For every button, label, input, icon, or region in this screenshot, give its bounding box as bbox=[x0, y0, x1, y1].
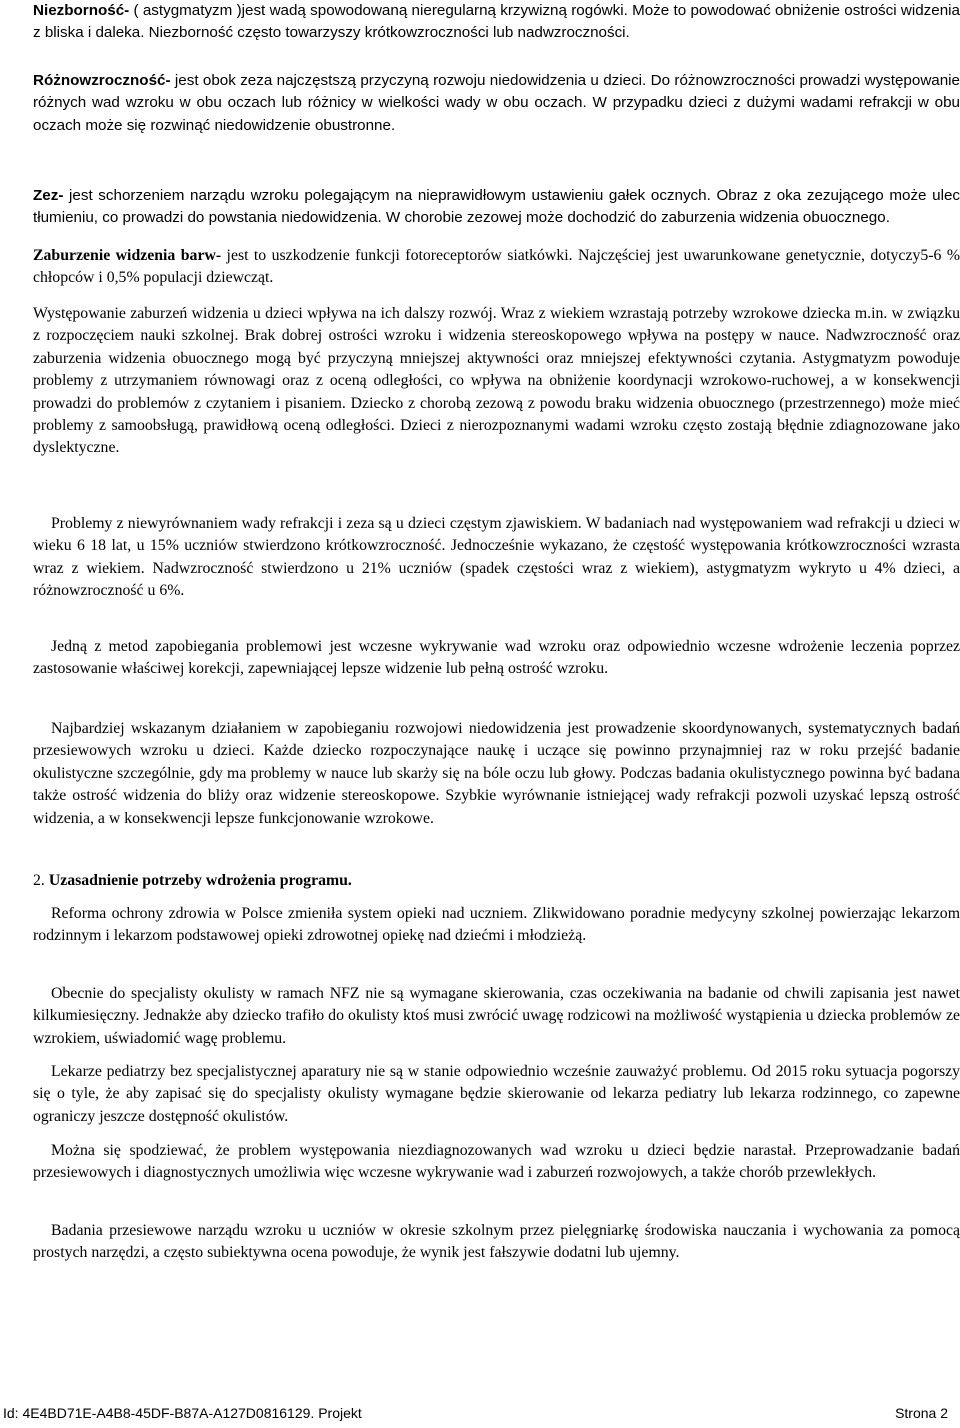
term-color-vision: Zaburzenie widzenia barw- bbox=[33, 247, 222, 264]
term-anisometropia: Różnowzroczność- bbox=[33, 72, 171, 89]
paragraph-pediatricians: Lekarze pediatrzy bez specjalistycznej aparatury nie są w stanie odpowiednio wcześnie zauważyć problemu. Od 2015 roku sytuacja pogorszy się o tyle, że aby zapisać się do specjalisty okulisty wymagane będzie skierowanie od lekarza pediatry lub lekarza rodzinnego, co zapewne ograniczy jeszcze dostępność okulistów. bbox=[33, 1063, 960, 1125]
paragraph-text: jest to uszkodzenie funkcji fotoreceptorów siatkówki. Najczęściej jest uwarunkowane genetycznie, dotyczy5-6 % chłopców i 0,5% populacji dziewcząt. bbox=[33, 247, 960, 287]
paragraph-anisometropia bbox=[33, 70, 960, 137]
page-number: Strona 2 bbox=[895, 1405, 948, 1421]
paragraph-astigmatism bbox=[33, 0, 960, 45]
paragraph-strabismus bbox=[33, 185, 960, 230]
section-heading bbox=[33, 870, 960, 892]
paragraph-color-vision-deficiency bbox=[33, 245, 960, 290]
paragraph-prevention: Jedną z metod zapobiegania problemowi jest wczesne wykrywanie wad wzroku oraz odpowiednio wczesne wdrożenie leczenia poprzez zastosowanie właściwej korekcji, zapewniającej lepsze widzenie lub pełną ostrość wzroku. bbox=[33, 638, 960, 678]
section-title: Uzasadnienie potrzeby wdrożenia programu. bbox=[48, 872, 352, 889]
paragraph-health-reform: Reforma ochrony zdrowia w Polsce zmieniła system opieki nad uczniem. Zlikwidowano poradnie medycyny szkolnej powierzając lekarzom rodzinnym i lekarzom podstawowej opieki zdrowotnej opiekę nad dziećmi i młodzieżą. bbox=[33, 905, 960, 945]
term-astigmatism: Niezborność- bbox=[33, 2, 130, 19]
document-id: Id: 4E4BD71E-A4B8-45DF-B87A-A127D0816129. Projekt bbox=[3, 1405, 362, 1421]
paragraph-text: ( astygmatyzm )jest wadą spowodowaną nieregularną krzywizną rogówki. Może to powodować obniżenie ostrości widzenia z bliska i daleka. Niezborność często towarzyszy krótkowzroczności lub nadwzroczności. bbox=[33, 2, 960, 42]
paragraph-refraction-statistics: Problemy z niewyrównaniem wady refrakcji i zeza są u dzieci częstym zjawiskiem. W badaniach nad występowaniem wad refrakcji u dzieci w wieku 6 18 lat, u 15% uczniów stwierdzono krótkowzroczność. Jednocześnie wykazano, że częstość występowania krótkowzroczności wzrasta wraz z wiekiem. Nadwzroczność stwierdzono u 21% uczniów (spadek częstości wraz z wiekiem), astygmatyzm wykryto u 4% dzieci, a różnowzroczność u 6%. bbox=[33, 515, 960, 600]
paragraph-screening: Najbardziej wskazanym działaniem w zapobieganiu rozwojowi niedowidzenia jest prowadzenie skoordynowanych, systematycznych badań przesiewowych wzroku u dzieci. Każde dziecko rozpoczynające naukę i uczące się powinno przynajmniej raz w roku przejść badanie okulistyczne szczególnie, gdy ma problemy w nauce lub skarży się na bóle oczu lub głowy. Podczas badania okulistycznego powinna być badana także ostrość widzenia do bliży oraz widzenie stereoskopowe. Szybkie wyrównanie istniejącej wady refrakcji pozwoli uzyskać lepszą ostrość widzenia, a w konsekwencji lepsze funkcjonowanie wzrokowe. bbox=[33, 720, 960, 827]
paragraph-text: jest schorzeniem narządu wzroku polegającym na nieprawidłowym ustawieniu gałek ocznych. Obraz z oka zezującego może ulec tłumieniu, co prowadzi do powstania niedowidzenia. W chorobie zezowej może dochodzić do zaburzenia widzenia obuocznego. bbox=[33, 187, 960, 227]
paragraph-development-impact: Występowanie zaburzeń widzenia u dzieci wpływa na ich dalszy rozwój. Wraz z wiekiem wzrastają potrzeby wzrokowe dziecka m.in. w związku z rozpoczęciem nauki szkolnej. Brak dobrej ostrości wzroku i widzenia stereoskopowego wpływa na postępy w nauce. Nadwzroczność oraz zaburzenia widzenia obuocznego mogą być przyczyną mniejszej aktywności oraz mniejszej efektywności czytania. Astygmatyzm powoduje problemy z utrzymaniem równowagi oraz z oceną odległości, co wpływa na obniżenie koordynacji wzrokowo-ruchowej, a w konsekwencji prowadzi do problemów z czytaniem i pisaniem. Dziecko z chorobą zezową z powodu braku widzenia obuocznego (przestrzennego) może mieć problemy z samoobsługą, prawidłową oceną odległości. Dzieci z nierozpoznanymi wadami wzroku często zostają błędnie zdiagnozowane jako dyslektyczne. bbox=[33, 305, 960, 457]
page-footer bbox=[0, 1405, 960, 1427]
paragraph-school-screening: Badania przesiewowe narządu wzroku u uczniów w okresie szkolnym przez pielęgniarkę środowiska nauczania i wychowania za pomocą prostych narzędzi, a często subiektywna ocena powoduje, że wynik jest fałszywie dodatni lub ujemny. bbox=[33, 1222, 960, 1262]
paragraph-text: jest obok zeza najczęstszą przyczyną rozwoju niedowidzenia u dzieci. Do różnowzroczności prowadzi występowanie różnych wad wzroku w obu oczach lub różnicy w wielkości wady w obu oczach. W przypadku dzieci z dużymi wadami refrakcji w obu oczach może się rozwinąć niedowidzenie obustronne. bbox=[33, 72, 960, 134]
paragraph-undiagnosed: Można się spodziewać, że problem występowania niezdiagnozowanych wad wzroku u dzieci będzie narastał. Przeprowadzanie badań przesiewowych i diagnostycznych umożliwia więc wczesne wykrywanie wad i zaburzeń rozwojowych, a także chorób przewlekłych. bbox=[33, 1142, 960, 1182]
paragraph-nfz-referrals: Obecnie do specjalisty okulisty w ramach NFZ nie są wymagane skierowania, czas oczekiwania na badanie od chwili zapisania jest nawet kilkumiesięczny. Jednakże aby dziecko trafiło do okulisty ktoś musi zwrócić uwagę rodzicowi na możliwość wystąpienia u dziecka problemów ze wzrokiem, uświadomić wagę problemu. bbox=[33, 985, 960, 1047]
section-number: 2. bbox=[33, 872, 45, 889]
term-strabismus: Zez- bbox=[33, 187, 64, 204]
